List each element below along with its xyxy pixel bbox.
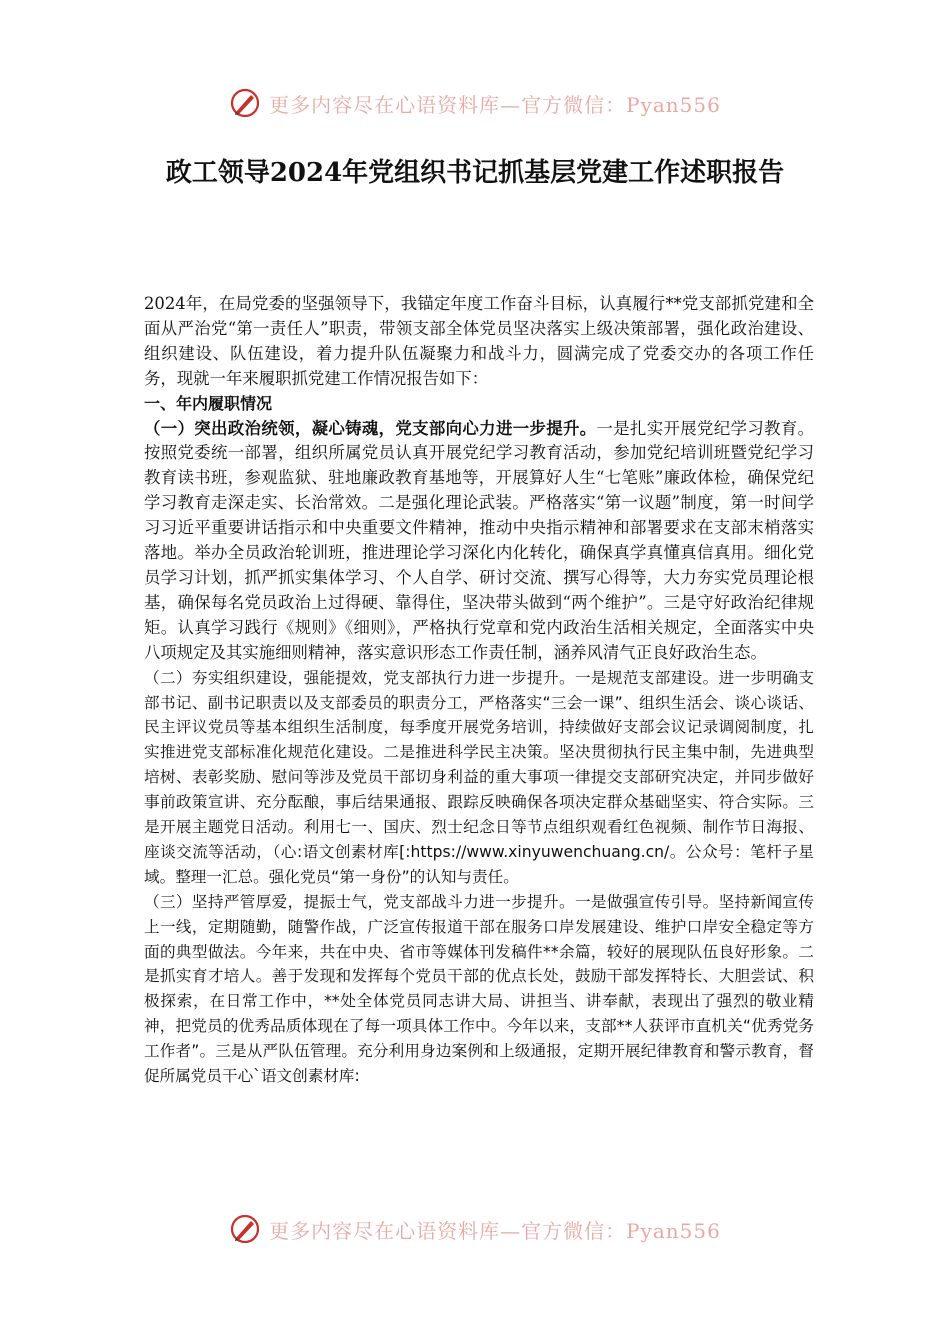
paragraph-3: （三）坚持严管厚爱，提振士气，党支部战斗力进一步提升。一是做强宣传引导。坚持新闻宣传上一线，定期随勤，随警作战，广泛宣传报道干部在服务口岸发展建设、维护口岸安全稳定等方面的典型做法。今年来，共在中央、省市等媒体刊发稿件**余篇，较好的展现队伍良好形象。二是抓实育才培人。善于发现和发挥每个党员干部的优点长处，鼓励干部发挥特长、大胆尝试、积极探索，在日常工作中，**处全体党员同志讲大局、讲担当、讲奉献，表现出了强烈的敬业精神，把党员的优秀品质体现在了每一项具体工作中。今年以来，支部**人获评市直机关“优秀党务工作者”。三是从严队伍管理。充分利用身边案例和上级通报，定期开展纪律教育和警示教育，督促所属党员干心`语文创素材库: <box>144 892 814 1086</box>
pen-logo-icon <box>229 87 261 119</box>
intro-paragraph: 2024年，在局党委的坚强领导下，我锚定年度工作奋斗目标，认真履行**党支部抓党建和全面从严治党“第一责任人”职责，带领支部全体党员坚决落实上级决策部署，强化政治建设、组织建设、队伍建设，着力提升队伍凝聚力和战斗力，圆满完成了党委交办的各项工作任务，现就一年来履职抓党建工作情况报告如下： <box>144 294 814 388</box>
paragraph-1-body: 一是扎实开展党纪学习教育。按照党委统一部署，组织所属党员认真开展党纪学习教育活动，参加党纪培训班暨党纪学习教育读书班，参观监狱、驻地廉政教育基地等，开展算好人生“七笔账”廉政体检，确保党纪学习教育走深走实、长治常效。二是强化理论武装。严格落实“第一议题”制度，第一时间学习习近平重要讲话指示和中央重要文件精神，推动中央指示精神和部署要求在支部末梢落实落地。举办全员政治轮训班，推进理论学习深化内化转化，确保真学真懂真信真用。细化党员学习计划，抓严抓实集体学习、个人自学、研讨交流、撰写心得等，大力夯实党员理论根基，确保每名党员政治上过得硬、靠得住，坚决带头做到“两个维护”。三是守好政治纪律规矩。认真学习践行《规则》《细则》，严格执行党章和党内政治生活相关规定，全面落实中央八项规定及其实施细则精神，落实意识形态工作责任制，涵养风清气正良好政治生态。 <box>144 418 815 662</box>
section-heading: 一、年内履职情况 <box>144 393 273 413</box>
pen-logo-icon <box>229 1213 261 1245</box>
watermark-text: 更多内容尽在心语资料库—官方微信：Pyan556 <box>269 92 721 117</box>
paragraph-2: （二）夯实组织建设，强能提效，党支部执行力进一步提升。一是规范支部建设。进一步明确支部书记、副书记职责以及支部委员的职责分工，严格落实“三会一课”、组织生活会、谈心谈话、民主评议党员等基本组织生活制度，每季度开展党务培训，持续做好支部会议记录调阅制度，扎实推进党支部标准化规范化建设。二是推进科学民主决策。坚决贯彻执行民主集中制，先进典型培树、表彰奖励、慰问等涉及党员干部切身利益的重大事项一律提交支部研究决定，并同步做好事前政策宣讲、充分酝酿，事后结果通报、跟踪反映确保各项决定群众基础坚实、符合实际。三是开展主题党日活动。利用七一、国庆、烈士纪念日等节点组织观看红色视频、制作节日海报、座谈交流等活动，（心:语文创素材库[:https://www.xinyuwenchuang.cn/。公众号：笔杆子星域。整理一汇总。强化党员“第一身份”的认知与责任。 <box>144 668 814 886</box>
watermark-top <box>0 86 950 120</box>
watermark-bottom <box>0 1212 950 1246</box>
document-title: 政工领导2024年党组织书记抓基层党建工作述职报告 <box>165 158 785 188</box>
paragraph-1-lead: （一）突出政治统领，凝心铸魂，党支部向心力进一步提升。 <box>144 418 597 438</box>
document-body <box>144 292 814 1089</box>
watermark-text: 更多内容尽在心语资料库—官方微信：Pyan556 <box>269 1218 721 1243</box>
paragraph-1 <box>144 417 814 666</box>
